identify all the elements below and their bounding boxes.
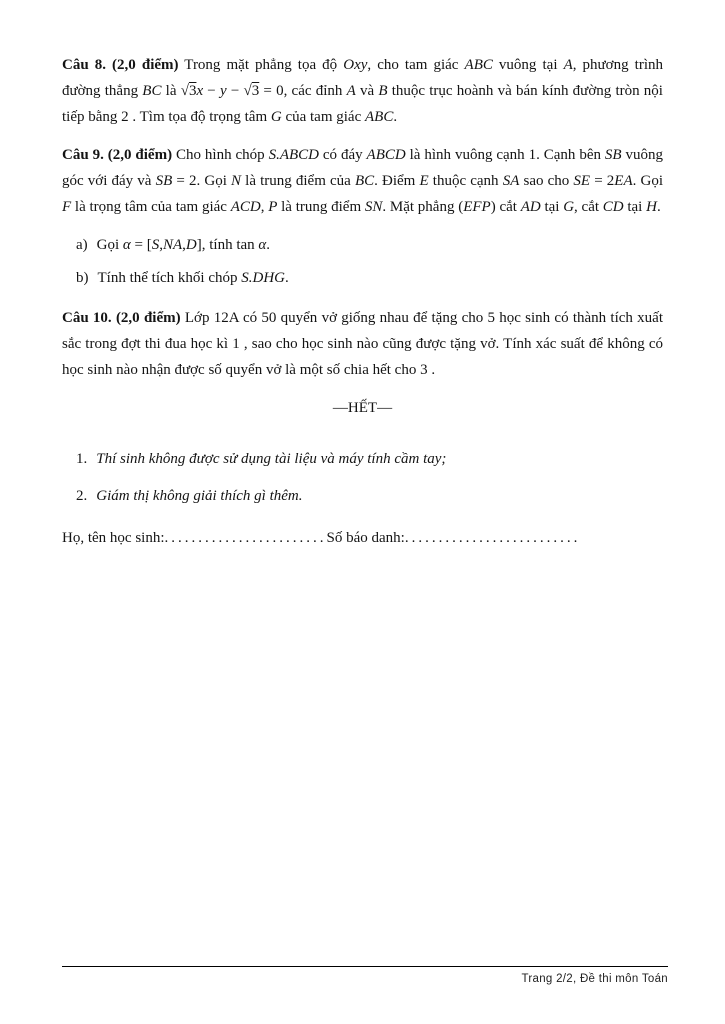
text-segment: B bbox=[378, 83, 388, 99]
text-segment: P bbox=[268, 199, 278, 215]
text-segment: vuông tại bbox=[492, 57, 564, 73]
text-segment: Oxy bbox=[343, 57, 368, 73]
part-b-label: b) bbox=[76, 270, 89, 286]
text-segment: EA bbox=[614, 173, 633, 189]
text-segment: . Điểm bbox=[374, 173, 420, 189]
text-segment: CD bbox=[602, 199, 624, 215]
text-segment: SB bbox=[604, 147, 622, 163]
text-segment: Câu 8. (2,0 điểm) bbox=[62, 57, 179, 73]
text-segment: ACD bbox=[230, 199, 261, 215]
text-segment: là hình vuông cạnh 1. Cạnh bên bbox=[405, 147, 605, 163]
text-segment: Lớp 12A có 50 quyển vở giống nhau để tặng cho 5 học sinh có thành tích xuất sắc trong đợt thi đua học kì 1 , sao cho học sinh nào cũng được tặng vở. Tính xác suất để không có học sinh nào nhận được số quyển vở là một số chia hết cho 3 . bbox=[62, 310, 664, 378]
exam-content bbox=[62, 52, 663, 551]
text-segment: H bbox=[646, 199, 657, 215]
text-segment: là bbox=[161, 83, 181, 99]
text-segment: ABC bbox=[365, 109, 394, 125]
text-segment: là trung điểm bbox=[277, 199, 365, 215]
footer-text: Trang 2/2, Đề thi môn Toán bbox=[521, 973, 668, 985]
question-9-paragraph bbox=[62, 142, 663, 220]
text-segment: . Mặt phẳng ( bbox=[382, 199, 464, 215]
note-1-text: Thí sinh không được sử dụng tài liệu và máy tính cầm tay; bbox=[96, 451, 447, 467]
question-9-parts bbox=[76, 232, 663, 291]
text-segment: ABCD bbox=[366, 147, 406, 163]
student-id-label: Số báo danh: bbox=[326, 530, 405, 546]
question-9-part-b bbox=[76, 265, 663, 291]
text-segment: − bbox=[226, 83, 244, 99]
text-segment: thuộc trục hoành và bán kính đường tròn nội tiếp bằng 2 . Tìm tọa độ trọng tâm bbox=[62, 83, 663, 125]
question-9-part-a bbox=[76, 232, 663, 258]
text-segment: ], tính tan bbox=[196, 237, 259, 253]
text-segment: N bbox=[231, 173, 242, 189]
note-1-number: 1. bbox=[76, 451, 88, 467]
text-segment: sao cho bbox=[519, 173, 574, 189]
text-segment: √ bbox=[180, 83, 189, 99]
text-segment: S.DHG bbox=[241, 270, 285, 286]
note-1 bbox=[76, 446, 663, 472]
text-segment: , phương trình đường thẳng bbox=[62, 57, 663, 99]
note-2-text: Giám thị không giải thích gì thêm. bbox=[96, 488, 303, 504]
question-8-paragraph bbox=[62, 52, 663, 130]
text-segment: EFP bbox=[463, 199, 491, 215]
text-segment: ABC bbox=[464, 57, 493, 73]
text-segment: , bbox=[159, 237, 163, 253]
signature-row bbox=[62, 525, 663, 551]
text-segment: có đáy bbox=[318, 147, 367, 163]
text-segment: S bbox=[151, 237, 160, 253]
text-segment: , cho tam giác bbox=[367, 57, 465, 73]
text-segment: và bbox=[355, 83, 379, 99]
part-b-text bbox=[98, 270, 289, 286]
text-segment: 3 bbox=[188, 83, 197, 99]
text-segment: = [ bbox=[130, 237, 152, 253]
part-a-label: a) bbox=[76, 237, 88, 253]
text-segment: = 2 bbox=[590, 173, 615, 189]
text-segment: α bbox=[122, 237, 131, 253]
text-segment: . Gọi bbox=[632, 173, 664, 189]
text-segment: √ bbox=[243, 83, 252, 99]
text-segment: = 2. Gọi bbox=[172, 173, 231, 189]
text-segment: tại bbox=[623, 199, 647, 215]
text-segment: , cắt bbox=[574, 199, 603, 215]
text-segment: thuộc cạnh bbox=[428, 173, 503, 189]
text-segment: NA bbox=[163, 237, 183, 253]
text-segment: vuông góc với đáy và bbox=[62, 147, 663, 189]
student-name-dot-leader: ........................ bbox=[164, 530, 327, 546]
text-segment: BC bbox=[142, 83, 162, 99]
text-segment: SB bbox=[155, 173, 173, 189]
text-segment: BC bbox=[354, 173, 375, 189]
text-segment: là trọng tâm của tam giác bbox=[71, 199, 231, 215]
text-segment: α bbox=[258, 237, 267, 253]
text-segment: E bbox=[419, 173, 429, 189]
student-id-dot-leader: .......................... bbox=[404, 530, 581, 546]
text-segment: Tính thể tích khối chóp bbox=[97, 270, 242, 286]
text-segment: A bbox=[346, 83, 356, 99]
text-segment: là trung điểm của bbox=[241, 173, 355, 189]
text-segment: Trong mặt phẳng tọa độ bbox=[178, 57, 344, 73]
text-segment: . bbox=[266, 237, 271, 253]
text-segment: S.ABCD bbox=[268, 147, 319, 163]
note-2 bbox=[76, 483, 663, 509]
text-segment: Cho hình chóp bbox=[172, 147, 269, 163]
text-segment: SN bbox=[364, 199, 383, 215]
text-segment: SA bbox=[502, 173, 520, 189]
page-footer bbox=[62, 966, 668, 985]
text-segment: A bbox=[563, 57, 573, 73]
text-segment: Gọi bbox=[96, 237, 123, 253]
student-name-label: Họ, tên học sinh: bbox=[62, 530, 165, 546]
text-segment: . bbox=[656, 199, 661, 215]
question-10-paragraph bbox=[62, 305, 663, 383]
text-segment: Câu 10. (2,0 điểm) bbox=[62, 310, 181, 326]
text-segment: y bbox=[219, 83, 227, 99]
note-2-number: 2. bbox=[76, 488, 88, 504]
end-of-exam-marker: —HẾT— bbox=[332, 400, 393, 416]
text-segment: , bbox=[182, 237, 186, 253]
text-segment: = 0, các đỉnh bbox=[259, 83, 347, 99]
text-segment: của tam giác bbox=[281, 109, 365, 125]
text-segment: G bbox=[563, 199, 575, 215]
text-segment: F bbox=[62, 199, 72, 215]
text-segment: AD bbox=[520, 199, 541, 215]
text-segment: x bbox=[196, 83, 204, 99]
footer-rule bbox=[62, 966, 668, 967]
text-segment: G bbox=[270, 109, 282, 125]
text-segment: , bbox=[260, 199, 269, 215]
text-segment: D bbox=[185, 237, 197, 253]
text-segment: 3 bbox=[251, 83, 260, 99]
part-a-text bbox=[97, 237, 270, 253]
text-segment: . bbox=[284, 270, 289, 286]
text-segment: − bbox=[203, 83, 220, 99]
text-segment: SE bbox=[573, 173, 591, 189]
text-segment: . bbox=[393, 109, 398, 125]
exam-notes bbox=[62, 446, 663, 509]
text-segment: ) cắt bbox=[490, 199, 521, 215]
text-segment: Câu 9. (2,0 điểm) bbox=[62, 147, 173, 163]
text-segment: tại bbox=[540, 199, 564, 215]
